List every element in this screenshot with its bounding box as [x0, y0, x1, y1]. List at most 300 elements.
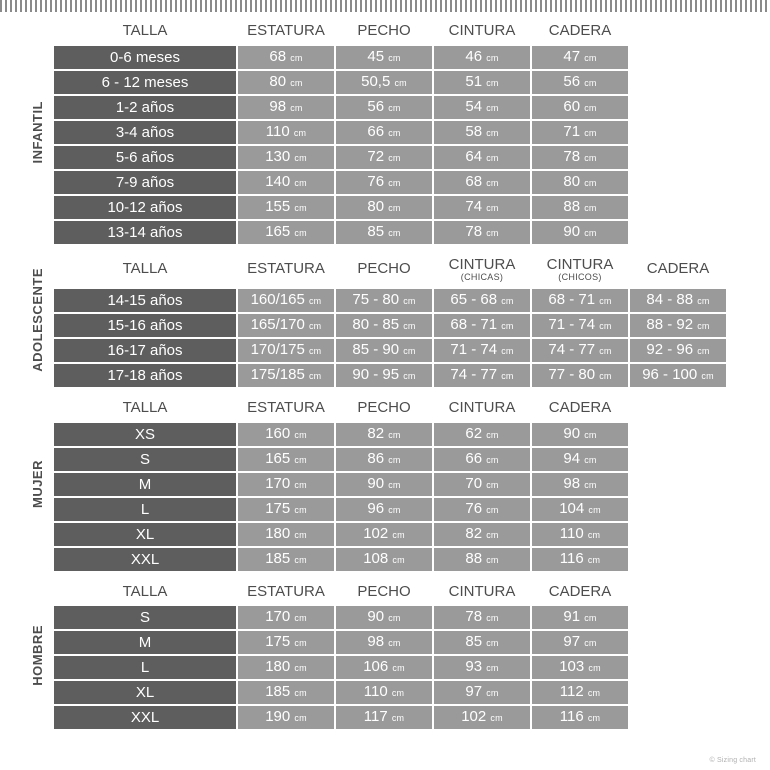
measurement-unit: cm [486, 663, 499, 674]
table-header-row [54, 581, 628, 605]
measurement-cell [238, 656, 334, 679]
section-side-label-text: ADOLESCENTE [29, 268, 45, 373]
measurement-cell [238, 71, 334, 94]
measurement-cell [336, 121, 432, 144]
measurement-unit: cm [486, 227, 499, 238]
size-label-cell: 16-17 años [54, 339, 236, 362]
size-label-cell: XL [54, 681, 236, 704]
measurement-value: 104 [559, 499, 589, 517]
column-header [532, 581, 628, 605]
table-row [54, 289, 726, 312]
measurement-value: 110 [559, 524, 588, 542]
size-label-cell: L [54, 656, 236, 679]
measurement-cell [238, 289, 334, 312]
measurement-unit: cm [290, 52, 303, 63]
measurement-value: 90 [367, 608, 389, 626]
measurement-cell [434, 498, 530, 521]
measurement-cell [238, 364, 334, 387]
measurement-value: 116 [559, 549, 588, 567]
measurement-cell [336, 71, 432, 94]
measurement-cell [336, 606, 432, 629]
measurement-cell [532, 656, 628, 679]
measurement-value: 170 [265, 608, 295, 626]
measurement-value: 72 [367, 147, 389, 165]
measurement-cell [238, 548, 334, 571]
size-table-adolescente [52, 252, 728, 389]
section-side-label-text: MUJER [29, 459, 45, 508]
table-row [54, 71, 628, 94]
measurement-cell [336, 706, 432, 729]
measurement-value: 103 [559, 658, 589, 676]
section-hombre [0, 579, 770, 732]
measurement-unit: cm [587, 529, 601, 540]
measurement-cell [630, 289, 726, 312]
table-row [54, 46, 628, 69]
measurement-unit: cm [584, 613, 597, 624]
size-label-cell: 1-2 años [54, 96, 236, 119]
measurement-value: 110 [265, 122, 294, 140]
measurement-value: 46 [465, 47, 487, 65]
table-row [54, 196, 628, 219]
measurement-unit: cm [486, 202, 499, 213]
size-label-cell: 15-16 años [54, 314, 236, 337]
measurement-cell [238, 46, 334, 69]
size-label-cell: 10-12 años [54, 196, 236, 219]
measurement-unit: cm [588, 504, 601, 515]
measurement-cell [336, 364, 432, 387]
measurement-cell [532, 314, 628, 337]
measurement-unit: cm [403, 320, 416, 331]
measurement-unit: cm [388, 638, 401, 649]
measurement-unit: cm [388, 202, 401, 213]
measurement-cell [532, 548, 628, 571]
size-label-cell: 7-9 años [54, 171, 236, 194]
measurement-unit: cm [486, 638, 499, 649]
column-header [434, 397, 530, 421]
measurement-value: 96 [367, 499, 389, 517]
measurement-cell [336, 339, 432, 362]
measurement-unit: cm [486, 152, 499, 163]
measurement-value: 56 [367, 97, 389, 115]
measurement-value: 98 [269, 97, 291, 115]
section-side-label-infantil [26, 18, 48, 246]
measurement-value: 96 - 100 [642, 365, 702, 383]
section-infantil [0, 18, 770, 246]
column-header-sublabel: (CHICAS) [460, 271, 504, 282]
column-header [532, 20, 628, 44]
measurement-value: 94 [563, 449, 585, 467]
measurement-value: 102 [363, 524, 393, 542]
measurement-unit: cm [294, 177, 307, 188]
column-header-label: PECHO [357, 260, 411, 278]
measurement-unit: cm [294, 663, 307, 674]
measurement-unit: cm [584, 429, 597, 440]
column-header [238, 254, 334, 287]
measurement-unit: cm [486, 177, 499, 188]
measurement-unit: cm [486, 454, 499, 465]
column-header-label: ESTATURA [247, 22, 325, 39]
measurement-unit: cm [403, 295, 416, 306]
measurement-value: 165 [265, 222, 295, 240]
size-label-cell: XXL [54, 706, 236, 729]
measurement-cell [336, 448, 432, 471]
measurement-unit: cm [308, 370, 322, 381]
measurement-cell [532, 631, 628, 654]
measurement-value: 85 [367, 222, 389, 240]
column-header [54, 397, 236, 421]
measurement-unit: cm [501, 320, 514, 331]
measurement-value: 160 [265, 424, 295, 442]
size-label-cell: XL [54, 523, 236, 546]
measurement-cell [336, 631, 432, 654]
measurement-unit: cm [392, 529, 405, 540]
table-header-row [54, 20, 628, 44]
measurement-unit: cm [294, 152, 307, 163]
measurement-cell [532, 171, 628, 194]
measurement-value: 78 [465, 608, 487, 626]
column-header-label: PECHO [357, 22, 411, 39]
measurement-unit: cm [294, 454, 307, 465]
column-header [434, 20, 530, 44]
measurement-value: 97 [465, 683, 487, 701]
column-header [54, 254, 236, 287]
measurement-value: 80 [269, 72, 291, 90]
measurement-value: 70 [465, 474, 487, 492]
footer-note: © Sizing chart [709, 757, 756, 764]
measurement-cell [532, 498, 628, 521]
measurement-value: 160/165 [250, 290, 309, 308]
measurement-cell [434, 523, 530, 546]
measurement-unit: cm [599, 345, 612, 356]
measurement-cell [532, 96, 628, 119]
column-header-label: CINTURA [448, 22, 516, 39]
measurement-value: 47 [563, 47, 585, 65]
measurement-unit: cm [391, 713, 405, 724]
measurement-value: 116 [559, 708, 588, 726]
size-table-infantil [52, 18, 630, 246]
measurement-value: 92 - 96 [646, 340, 698, 358]
measurement-value: 155 [265, 197, 295, 215]
table-row [54, 121, 628, 144]
section-adolescente [0, 252, 770, 389]
table-row [54, 171, 628, 194]
measurement-value: 71 [563, 122, 585, 140]
measurement-unit: cm [486, 504, 499, 515]
measurement-unit: cm [294, 529, 307, 540]
measurement-value: 75 - 80 [352, 290, 404, 308]
measurement-value: 165/170 [250, 315, 309, 333]
measurement-cell [630, 314, 726, 337]
measurement-unit: cm [388, 429, 401, 440]
measurement-cell [238, 121, 334, 144]
measurement-cell [238, 448, 334, 471]
size-chart-sections [0, 18, 770, 737]
measurement-cell [336, 681, 432, 704]
measurement-cell [434, 196, 530, 219]
column-header-label: CADERA [548, 582, 612, 600]
measurement-cell [434, 606, 530, 629]
measurement-unit: cm [599, 370, 612, 381]
measurement-unit: cm [388, 227, 401, 238]
table-row [54, 221, 628, 244]
measurement-cell [434, 314, 530, 337]
size-label-cell: 0-6 meses [54, 46, 236, 69]
measurement-cell [532, 289, 628, 312]
column-header-sublabel: (CHICOS) [558, 271, 602, 282]
size-label-cell: 14-15 años [54, 289, 236, 312]
measurement-value: 62 [465, 424, 487, 442]
measurement-cell [532, 221, 628, 244]
measurement-value: 98 [563, 474, 585, 492]
measurement-unit: cm [584, 479, 597, 490]
measurement-cell [532, 448, 628, 471]
measurement-cell [434, 631, 530, 654]
measurement-cell [434, 706, 530, 729]
measurement-value: 97 [563, 633, 585, 651]
measurement-cell [336, 314, 432, 337]
measurement-unit: cm [697, 320, 710, 331]
measurement-cell [434, 548, 530, 571]
measurement-value: 68 - 71 [450, 315, 502, 333]
measurement-cell [238, 523, 334, 546]
measurement-value: 108 [363, 549, 393, 567]
measurement-value: 80 [367, 197, 389, 215]
measurement-unit: cm [501, 295, 514, 306]
measurement-value: 175 [265, 633, 295, 651]
column-header [54, 20, 236, 44]
measurement-unit: cm [584, 52, 597, 63]
column-header-label: CADERA [548, 22, 612, 39]
measurement-cell [238, 606, 334, 629]
measurement-unit: cm [486, 127, 499, 138]
table-row [54, 423, 628, 446]
column-header [630, 254, 726, 287]
measurement-cell [434, 221, 530, 244]
measurement-value: 74 - 77 [450, 365, 502, 383]
measurement-cell [434, 473, 530, 496]
measurement-value: 66 [465, 449, 487, 467]
measurement-cell [336, 171, 432, 194]
measurement-unit: cm [294, 479, 307, 490]
column-header [336, 581, 432, 605]
measurement-value: 91 [563, 608, 585, 626]
measurement-unit: cm [294, 688, 307, 699]
measurement-unit: cm [587, 554, 601, 565]
measurement-value: 117 [363, 708, 392, 726]
measurement-value: 130 [265, 147, 295, 165]
column-header-label: TALLA [122, 22, 168, 39]
measurement-unit: cm [294, 638, 307, 649]
size-label-cell: M [54, 473, 236, 496]
table-row [54, 146, 628, 169]
column-header-label: TALLA [122, 398, 168, 416]
measurement-value: 68 - 71 [548, 290, 600, 308]
measurement-value: 165 [265, 449, 295, 467]
measurement-cell [434, 71, 530, 94]
measurement-unit: cm [584, 77, 597, 88]
measurement-cell [238, 339, 334, 362]
section-side-label-text: INFANTIL [29, 100, 45, 164]
measurement-value: 60 [563, 97, 585, 115]
measurement-cell [336, 423, 432, 446]
measurement-unit: cm [486, 52, 499, 63]
measurement-value: 90 [563, 222, 585, 240]
measurement-unit: cm [294, 202, 307, 213]
measurement-unit: cm [588, 663, 601, 674]
measurement-unit: cm [388, 613, 401, 624]
measurement-cell [434, 423, 530, 446]
column-header [434, 254, 530, 287]
measurement-unit: cm [501, 370, 514, 381]
column-header [336, 254, 432, 287]
section-side-label-adolescente [26, 252, 48, 389]
column-header [54, 581, 236, 605]
measurement-cell [532, 146, 628, 169]
measurement-unit: cm [388, 102, 401, 113]
measurement-value: 82 [465, 524, 487, 542]
measurement-value: 76 [367, 172, 389, 190]
size-label-cell: M [54, 631, 236, 654]
measurement-value: 88 - 92 [646, 315, 698, 333]
measurement-unit: cm [486, 529, 499, 540]
measurement-cell [238, 196, 334, 219]
measurement-value: 71 - 74 [548, 315, 600, 333]
measurement-unit: cm [584, 102, 597, 113]
column-header-label: ESTATURA [247, 260, 325, 278]
measurement-unit: cm [584, 127, 597, 138]
measurement-unit: cm [486, 479, 499, 490]
measurement-unit: cm [584, 454, 597, 465]
section-side-label-text: HOMBRE [29, 624, 45, 686]
measurement-value: 90 [367, 474, 389, 492]
column-header-label: TALLA [122, 582, 168, 600]
measurement-cell [434, 681, 530, 704]
section-mujer [0, 395, 770, 573]
measurement-value: 112 [559, 683, 588, 701]
measurement-unit: cm [584, 202, 597, 213]
table-row [54, 498, 628, 521]
measurement-cell [336, 656, 432, 679]
measurement-unit: cm [294, 504, 307, 515]
measurement-cell [434, 364, 530, 387]
size-label-cell: XS [54, 423, 236, 446]
measurement-value: 71 - 74 [450, 340, 502, 358]
measurement-unit: cm [290, 102, 303, 113]
measurement-value: 65 - 68 [450, 290, 502, 308]
measurement-unit: cm [388, 454, 401, 465]
measurement-cell [238, 423, 334, 446]
measurement-cell [238, 146, 334, 169]
measurement-value: 110 [363, 683, 392, 701]
measurement-cell [336, 498, 432, 521]
measurement-unit: cm [394, 77, 407, 88]
measurement-value: 66 [367, 122, 389, 140]
measurement-cell [532, 46, 628, 69]
measurement-unit: cm [486, 688, 499, 699]
measurement-value: 68 [465, 172, 487, 190]
column-header [238, 581, 334, 605]
measurement-value: 185 [265, 683, 295, 701]
measurement-value: 88 [563, 197, 585, 215]
measurement-unit: cm [294, 227, 307, 238]
table-row [54, 314, 726, 337]
measurement-cell [434, 121, 530, 144]
measurement-unit: cm [308, 345, 322, 356]
column-header [238, 20, 334, 44]
measurement-cell [238, 631, 334, 654]
column-header [532, 254, 628, 287]
table-row [54, 448, 628, 471]
measurement-value: 82 [367, 424, 389, 442]
size-table-hombre [52, 579, 630, 732]
size-label-cell: 6 - 12 meses [54, 71, 236, 94]
measurement-cell [238, 96, 334, 119]
column-header [238, 397, 334, 421]
measurement-unit: cm [501, 345, 514, 356]
measurement-value: 68 [269, 47, 291, 65]
measurement-unit: cm [599, 295, 612, 306]
measurement-unit: cm [293, 127, 307, 138]
column-header-label: PECHO [357, 582, 411, 600]
measurement-cell [532, 71, 628, 94]
measurement-value: 180 [265, 524, 295, 542]
measurement-cell [336, 46, 432, 69]
measurement-value: 56 [563, 72, 585, 90]
section-side-label-mujer [26, 395, 48, 573]
measurement-value: 85 [465, 633, 487, 651]
measurement-cell [336, 523, 432, 546]
measurement-cell [434, 96, 530, 119]
measurement-cell [238, 314, 334, 337]
measurement-value: 50,5 [361, 72, 395, 90]
measurement-unit: cm [388, 152, 401, 163]
section-side-label-hombre [26, 579, 48, 732]
column-header [336, 397, 432, 421]
table-row [54, 339, 726, 362]
measurement-unit: cm [697, 345, 710, 356]
table-row [54, 681, 628, 704]
measurement-cell [434, 448, 530, 471]
size-label-cell: XXL [54, 548, 236, 571]
measurement-unit: cm [486, 429, 499, 440]
measurement-unit: cm [490, 713, 503, 724]
measurement-cell [238, 498, 334, 521]
measurement-value: 64 [465, 147, 487, 165]
measurement-value: 180 [265, 658, 295, 676]
measurement-value: 76 [465, 499, 487, 517]
measurement-value: 54 [465, 97, 487, 115]
measurement-value: 74 - 77 [548, 340, 600, 358]
measurement-unit: cm [599, 320, 612, 331]
measurement-unit: cm [701, 370, 714, 381]
measurement-unit: cm [388, 504, 401, 515]
column-header-label: CINTURA [448, 582, 516, 600]
size-label-cell: S [54, 606, 236, 629]
measurement-cell [434, 339, 530, 362]
measurement-value: 170 [265, 474, 295, 492]
table-header-row [54, 254, 726, 287]
measurement-value: 175 [265, 499, 295, 517]
measurement-cell [532, 606, 628, 629]
measurement-unit: cm [486, 613, 499, 624]
table-row [54, 364, 726, 387]
column-header [336, 20, 432, 44]
measurement-cell [336, 146, 432, 169]
measurement-cell [238, 681, 334, 704]
measurement-value: 45 [367, 47, 389, 65]
measurement-value: 78 [465, 222, 487, 240]
measurement-cell [238, 171, 334, 194]
